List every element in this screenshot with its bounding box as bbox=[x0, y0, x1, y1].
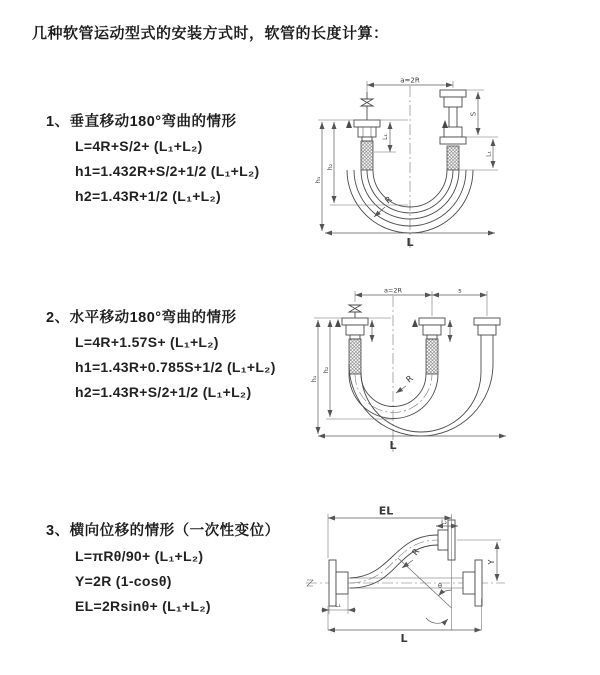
dimension-el bbox=[328, 505, 452, 631]
label-el: EL bbox=[378, 504, 394, 518]
section-2-formula-h1: h1=1.43R+0.785S+1/2 (L₁+L₂) bbox=[75, 359, 276, 375]
dimension-span-and-shift bbox=[355, 287, 487, 317]
section-1-formula-h1: h1=1.432R+S/2+1/2 (L₁+L₂) bbox=[75, 163, 260, 179]
label-h2: h₂ bbox=[322, 366, 330, 374]
braided-hose-right bbox=[447, 146, 459, 170]
pipe-1-assembly bbox=[342, 318, 368, 374]
valve-icon bbox=[349, 305, 361, 318]
section-3-formula-Y: Y=2R (1-cosθ) bbox=[75, 573, 172, 589]
section-3-formula-EL: EL=2Rsinθ+ (L₁+L₂) bbox=[75, 598, 211, 614]
label-theta: θ bbox=[438, 582, 442, 590]
hose-s-curve bbox=[350, 535, 438, 588]
label-length: L bbox=[389, 439, 397, 452]
hose-arcs-position-1 bbox=[349, 374, 438, 419]
pipe-2-assembly bbox=[419, 318, 445, 374]
label-shift: s bbox=[458, 286, 462, 295]
braided-hose-1 bbox=[349, 339, 361, 374]
diagram-horizontal-movement-180-bend bbox=[310, 282, 565, 462]
braided-hose-left bbox=[361, 141, 373, 170]
dimension-length bbox=[318, 436, 506, 452]
label-span: a=2R bbox=[383, 286, 403, 295]
section-1-formula-h2: h2=1.43R+1/2 (L₁+L₂) bbox=[75, 188, 222, 204]
pipe-3-assembly bbox=[474, 318, 500, 346]
label-y: Y bbox=[487, 559, 496, 565]
section-3-formula-L: L=πRθ/90+ (L₁+L₂) bbox=[75, 548, 204, 564]
label-h1: h₁ bbox=[310, 375, 318, 383]
section-2-formula-L: L=4R+1.57S+ (L₁+L₂) bbox=[75, 334, 219, 350]
dimension-length bbox=[328, 598, 482, 645]
diagram-vertical-movement-180-bend bbox=[312, 70, 562, 270]
left-flange bbox=[329, 560, 348, 606]
section-1-formula-L: L=4R+S/2+ (L₁+L₂) bbox=[75, 138, 203, 154]
valve-icon bbox=[361, 92, 373, 120]
dimension-l1 bbox=[321, 594, 356, 614]
label-radius: R bbox=[404, 373, 416, 386]
label-length: L bbox=[400, 632, 408, 645]
dimension-s-and-l1-right bbox=[459, 90, 498, 170]
page-title: 几种软管运动型式的安装方式时，软管的长度计算： bbox=[32, 25, 389, 42]
diagram-lateral-displacement bbox=[298, 498, 583, 648]
label-h1: h₁ bbox=[314, 176, 322, 184]
label-span: a=2R bbox=[400, 76, 420, 85]
right-flange-original bbox=[463, 560, 482, 606]
left-pipe-assembly bbox=[354, 120, 380, 170]
section-3-heading: 3、横向位移的情形（一次性变位） bbox=[46, 523, 280, 539]
label-l1-left: L₁ bbox=[382, 134, 389, 140]
label-s: S bbox=[469, 111, 478, 117]
section-1-heading: 1、垂直移动180°弯曲的情形 bbox=[46, 114, 237, 130]
radius-leader bbox=[396, 374, 416, 393]
label-radius: R bbox=[410, 546, 423, 558]
label-l1-right: L₁ bbox=[485, 151, 493, 157]
dimension-length bbox=[325, 233, 495, 249]
angle-theta bbox=[398, 558, 452, 623]
label-length: L bbox=[406, 236, 414, 249]
label-l1: L₁ bbox=[335, 602, 341, 609]
right-pipe-assembly bbox=[440, 90, 466, 170]
label-h2: h₂ bbox=[326, 163, 334, 171]
label-radius: R bbox=[383, 194, 395, 207]
braided-hose-2 bbox=[426, 339, 438, 374]
section-2-heading: 2、水平移动180°弯曲的情形 bbox=[46, 310, 237, 326]
label-l2: L₂ bbox=[441, 519, 447, 526]
section-2-formula-h2: h2=1.43R+S/2+1/2 (L₁+L₂) bbox=[75, 384, 252, 400]
